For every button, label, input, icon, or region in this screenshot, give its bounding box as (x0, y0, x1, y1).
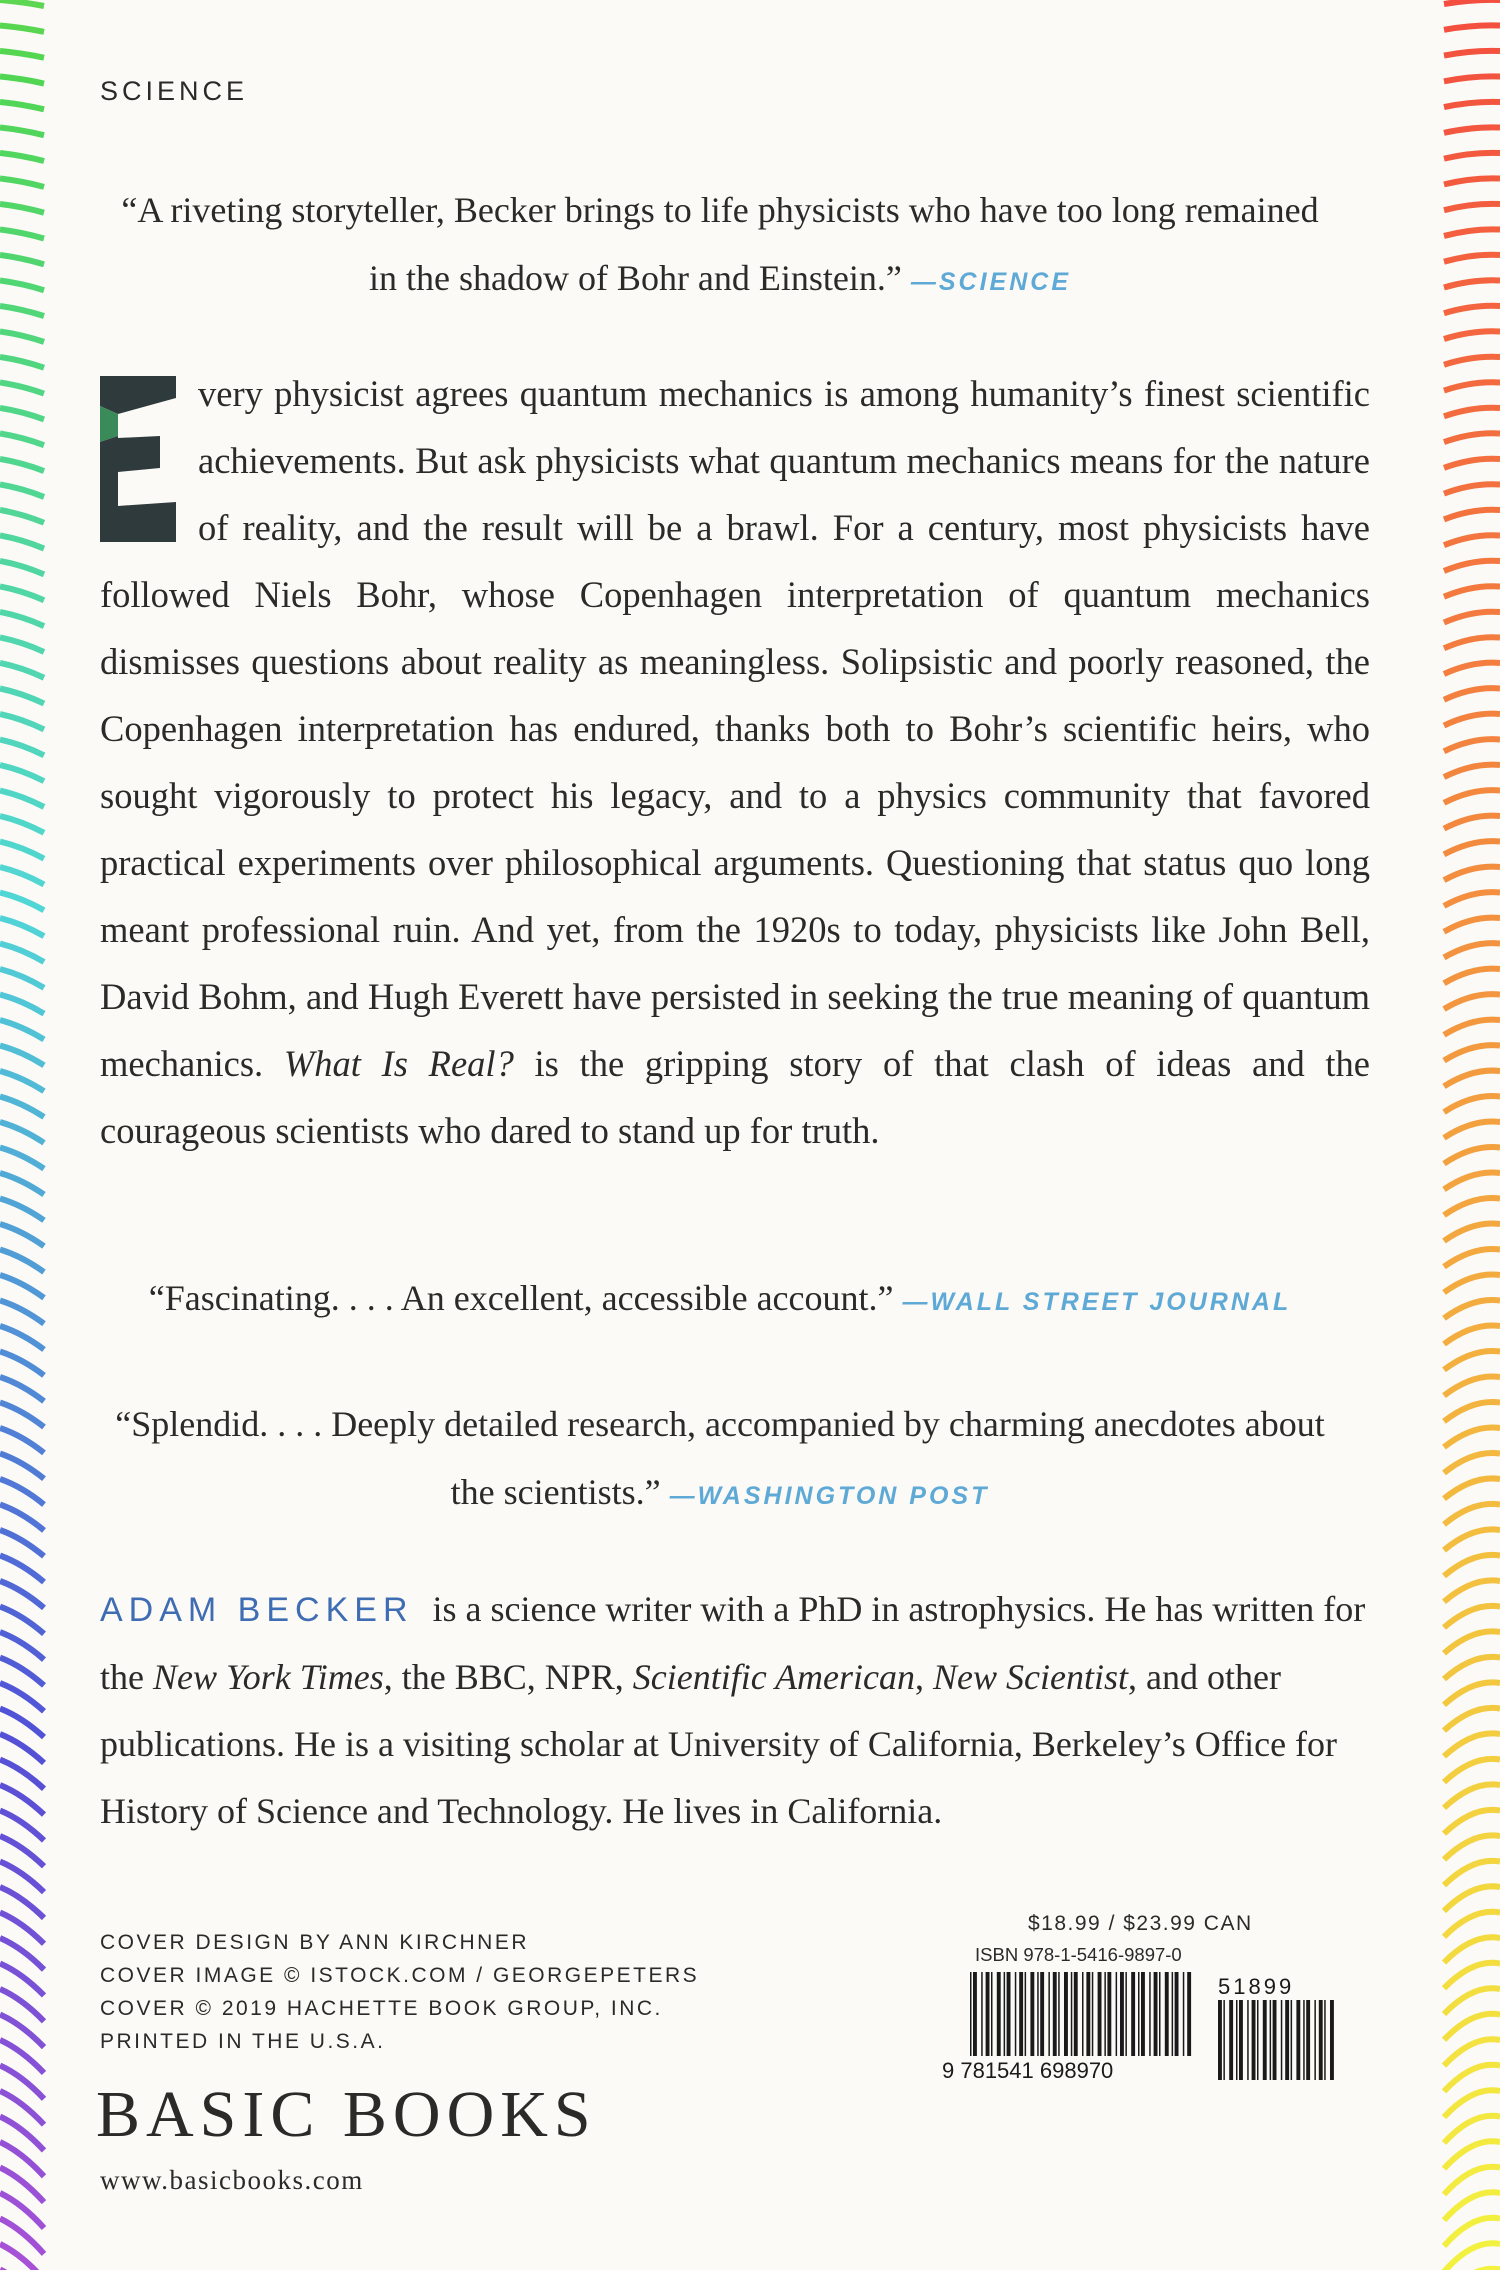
decorative-stripe (0, 1505, 44, 1531)
barcode-bar (1257, 2000, 1259, 2080)
publication-name: New York Times (152, 1657, 384, 1697)
decorative-stripe (1444, 510, 1500, 520)
barcode-bar (1138, 1972, 1140, 2056)
decorative-stripe (1444, 1810, 1500, 1834)
quote-text: “A riveting storyteller, Becker brings to life physicists who have too long remained in the shadow of Bohr and Einstein.” (121, 190, 1319, 298)
decorative-stripe (0, 434, 44, 446)
decorative-stripe (1444, 433, 1500, 442)
decorative-stripe (1444, 76, 1500, 81)
decorative-stripe (1444, 1835, 1500, 1859)
barcode-bar (1107, 1972, 1111, 2056)
cover-credits (100, 1926, 699, 2058)
decorative-stripe (0, 102, 44, 109)
review-quote-wsj (110, 1264, 1330, 1336)
barcode-bar (1053, 1972, 1057, 2056)
decorative-stripe (0, 1097, 44, 1117)
decorative-stripe (1444, 1606, 1500, 1628)
barcode-bar (1058, 1972, 1060, 2056)
barcode-bar (1218, 2000, 1222, 2080)
barcode-bar (1092, 1972, 1094, 2056)
decorative-stripe (0, 714, 44, 729)
book-description (100, 360, 1370, 1164)
barcode-bar (1330, 2000, 1334, 2080)
decorative-stripe (0, 1352, 44, 1376)
decorative-stripe (1444, 969, 1500, 984)
credit-line: COVER DESIGN BY ANN KIRCHNER (100, 1931, 530, 1954)
decorative-stripe (0, 1377, 44, 1401)
decorative-stripe (0, 1173, 44, 1195)
decorative-stripe (1444, 1682, 1500, 1704)
credit-line: COVER © 2019 HACHETTE BOOK GROUP, INC. (100, 1997, 663, 2020)
decorative-stripe (1444, 1453, 1500, 1473)
decorative-stripe (1444, 459, 1500, 468)
price-label: $18.99 / $23.99 CAN (1028, 1912, 1253, 1935)
decorative-stripe (1444, 1376, 1500, 1395)
credit-line: PRINTED IN THE U.S.A. (100, 2030, 386, 2053)
decorative-stripe (1444, 1020, 1500, 1035)
decorative-stripe (0, 1199, 44, 1221)
decorative-stripe (1444, 586, 1500, 596)
barcode-bar (1296, 2000, 1300, 2080)
decorative-stripe (0, 51, 44, 58)
decorative-stripe (0, 383, 44, 394)
right-edge-stripes (1418, 0, 1500, 2270)
category-label: SCIENCE (100, 76, 249, 106)
decorative-stripe (0, 1250, 44, 1273)
decorative-stripe (1444, 1988, 1500, 2014)
decorative-stripe (1444, 1071, 1500, 1087)
barcode-bar (1319, 2000, 1323, 2080)
decorative-stripe (0, 969, 44, 988)
decorative-stripe (1444, 229, 1500, 236)
decorative-stripe (1444, 2039, 1500, 2065)
decorative-stripe (0, 204, 44, 213)
barcode-bar (1025, 1972, 1027, 2056)
decorative-stripe (1444, 1427, 1500, 1447)
barcode-addon-digits: 51899 (1218, 1974, 1295, 1999)
barcode-bar (991, 1972, 993, 2056)
decorative-stripe (0, 918, 44, 936)
decorative-stripe (1444, 357, 1500, 365)
decorative-stripe (1444, 2014, 1500, 2040)
decorative-stripe (1444, 306, 1500, 313)
decorative-stripe (0, 26, 44, 32)
barcode-bar (1291, 2000, 1293, 2080)
decorative-stripe (1444, 637, 1500, 648)
drop-cap-e (100, 376, 176, 542)
decorative-stripe (1444, 153, 1500, 159)
decorative-stripe (0, 1683, 44, 1711)
decorative-stripe (1444, 1529, 1500, 1550)
barcode-bar (1273, 2000, 1277, 2080)
decorative-stripe (1444, 1096, 1500, 1112)
isbn-label: ISBN 978-1-5416-9897-0 (975, 1944, 1182, 1965)
decorative-stripe (1444, 1351, 1500, 1370)
decorative-stripe (1444, 1657, 1500, 1679)
author-name: ADAM BECKER (100, 1591, 414, 1629)
decorative-stripe (1444, 1224, 1500, 1241)
barcode-bar (1048, 1972, 1050, 2056)
barcode-bar (1019, 1972, 1023, 2056)
decorative-stripe (1444, 102, 1500, 107)
author-bio (100, 1576, 1370, 1845)
review-quote-washington-post (110, 1390, 1330, 1530)
decorative-stripe (0, 842, 44, 859)
decorative-stripe (1444, 816, 1500, 829)
decorative-stripe (0, 1709, 44, 1738)
decorative-stripe (0, 510, 44, 523)
barcode-bar (1324, 2000, 1326, 2080)
barcode-bar (1314, 2000, 1316, 2080)
decorative-stripe (1444, 1173, 1500, 1190)
decorative-stripe (0, 153, 44, 161)
barcode-bar (973, 1972, 977, 2056)
decorative-stripe (1444, 994, 1500, 1009)
decorative-stripe (0, 663, 44, 678)
barcode (940, 1970, 1340, 2082)
decorative-stripe (1444, 1580, 1500, 1601)
decorative-stripe (1444, 918, 1500, 932)
decorative-stripe (0, 332, 44, 342)
decorative-stripe (0, 740, 44, 756)
decorative-stripe (1444, 892, 1500, 906)
decorative-stripe (0, 689, 44, 704)
bio-text: , and other publications. He is a visiting scholar at University of California, Berkeley’s Office for History of Science and Technology. He lives in California. (100, 1657, 1338, 1831)
decorative-stripe (0, 1326, 44, 1350)
decorative-stripe (1444, 1963, 1500, 1988)
decorative-stripe (1444, 1555, 1500, 1576)
barcode-bar (1154, 1972, 1158, 2056)
barcode-bar (1252, 2000, 1256, 2080)
decorative-stripe (0, 1530, 44, 1556)
decorative-stripe (1444, 535, 1500, 545)
decorative-stripe (0, 306, 44, 316)
decorative-stripe (1444, 25, 1500, 29)
barcode-bar (1247, 2000, 1249, 2080)
decorative-stripe (1444, 1912, 1500, 1937)
decorative-stripe (1444, 561, 1500, 571)
barcode-bar (1015, 1972, 1017, 2056)
decorative-stripe (1444, 484, 1500, 493)
decorative-stripe (0, 791, 44, 807)
barcode-bar (1285, 2000, 1289, 2080)
decorative-stripe (0, 1301, 44, 1324)
barcode-bar (1223, 2000, 1225, 2080)
barcode-bar (1281, 2000, 1283, 2080)
decorative-stripe (0, 587, 44, 601)
decorative-stripe (1444, 1861, 1500, 1885)
decorative-stripe (0, 1479, 44, 1505)
decorative-stripe (0, 281, 44, 291)
decorative-stripe (1444, 943, 1500, 957)
decorative-stripe (0, 995, 44, 1014)
barcode-bar (1120, 1972, 1124, 2056)
barcode-bar (997, 1972, 1001, 2056)
decorative-stripe (0, 230, 44, 239)
decorative-stripe (0, 1403, 44, 1428)
decorative-stripe (1444, 1275, 1500, 1293)
decorative-stripe (0, 944, 44, 962)
barcode-bar (1082, 1972, 1084, 2056)
decorative-stripe (0, 638, 44, 652)
barcode-bar (1064, 1972, 1068, 2056)
decorative-stripe (0, 1071, 44, 1091)
decorative-stripe (1444, 1759, 1500, 1782)
decorative-stripe (0, 1046, 44, 1066)
decorative-stripe (0, 357, 44, 368)
barcode-bar (1165, 1972, 1169, 2056)
decorative-stripe (1444, 1784, 1500, 1808)
decorative-stripe (1444, 790, 1500, 803)
barcode-bar (1159, 1972, 1161, 2056)
barcode-bar (1236, 2000, 1238, 2080)
decorative-stripe (1444, 0, 1500, 4)
book-title: What Is Real? (283, 1043, 514, 1084)
barcode-bar (1098, 1972, 1102, 2056)
barcode-bar (1183, 1972, 1185, 2056)
decorative-stripe (0, 561, 44, 574)
decorative-stripe (0, 128, 44, 136)
decorative-stripe (1444, 867, 1500, 881)
decorative-stripe (0, 0, 44, 6)
decorative-stripe (1444, 1198, 1500, 1215)
decorative-stripe (1444, 331, 1500, 339)
barcode-bar (1037, 1972, 1039, 2056)
decorative-stripe (1444, 255, 1500, 262)
decorative-stripe (0, 1658, 44, 1686)
decorative-stripe (1444, 1478, 1500, 1498)
decorative-stripe (1444, 1325, 1500, 1344)
barcode-bar (1187, 1972, 1191, 2056)
decorative-stripe (1444, 1147, 1500, 1164)
barcode-bar (1263, 2000, 1267, 2080)
decorative-stripe (0, 179, 44, 187)
bio-text: is a science writer with a PhD in astrophysics. He has written for the (100, 1589, 1366, 1697)
left-edge-stripes (0, 0, 72, 2270)
barcode-bar (1306, 2000, 1310, 2080)
barcode-bar (981, 1972, 983, 2056)
barcode-bar (1104, 1972, 1106, 2056)
barcode-bar (1004, 1972, 1006, 2056)
decorative-stripe (1444, 280, 1500, 287)
decorative-stripe (0, 765, 44, 781)
decorative-stripe (1444, 1886, 1500, 1911)
decorative-stripe (1444, 1122, 1500, 1138)
decorative-stripe (0, 1454, 44, 1479)
barcode-bar (1116, 1972, 1118, 2056)
decorative-stripe (0, 536, 44, 549)
barcode-bar (1141, 1972, 1145, 2056)
quote-attribution: —SCIENCE (910, 268, 1072, 296)
barcode-bar (1030, 1972, 1034, 2056)
decorative-stripe (0, 408, 44, 419)
credit-line: COVER IMAGE © ISTOCK.COM / GEORGEPETERS (100, 1964, 700, 1987)
barcode-bar (1175, 1972, 1179, 2056)
decorative-stripe (1444, 765, 1500, 777)
barcode-bar (1040, 1972, 1044, 2056)
barcode-bar (1071, 1972, 1073, 2056)
barcode-bar (1239, 2000, 1243, 2080)
barcode-bar (1229, 2000, 1233, 2080)
barcode-bar (1270, 2000, 1272, 2080)
quote-text: “Splendid. . . . Deeply detailed research, accompanied by charming anecdotes about the scientists.” (115, 1404, 1325, 1512)
decorative-stripe (1444, 51, 1500, 56)
quote-attribution: —WASHINGTON POST (669, 1482, 990, 1510)
decorative-stripe (1444, 688, 1500, 700)
barcode-bar (1172, 1972, 1174, 2056)
decorative-stripe (1444, 178, 1500, 184)
barcode-bar (1303, 2000, 1305, 2080)
decorative-stripe (1444, 408, 1500, 417)
publication-name: New Scientist (933, 1657, 1129, 1697)
bio-text: , (915, 1657, 934, 1697)
decorative-stripe (0, 1148, 44, 1169)
decorative-stripe (0, 816, 44, 833)
review-quote-science (110, 176, 1330, 316)
decorative-stripe (1444, 1249, 1500, 1267)
barcode-bar (986, 1972, 990, 2056)
barcode-digits: 9 781541 698970 (942, 2058, 1114, 2082)
barcode-bar (970, 1972, 972, 2056)
decorative-stripe (1444, 739, 1500, 751)
decorative-stripe (1444, 204, 1500, 210)
decorative-stripe (0, 1607, 44, 1634)
decorative-stripe (0, 1275, 44, 1298)
publisher-website: www.basicbooks.com (100, 2165, 364, 2195)
description-text: very physicist agrees quantum mechanics is among humanity’s finest scientific achievements. But ask physicists what quantum mechanics means for the nature of reality, and the result will be a brawl. For a century, most physicists have followed Niels Bohr, whose Copenhagen interpretation of quantum mechanics dismisses questions about reality as meaningless. Solipsistic and poorly reasoned, the Copenhagen interpretation has endured, thanks both to Bohr’s scientific heirs, who sought vigorously to protect his legacy, and to a physics community that favored practical experiments over philosophical arguments. Questioning that status quo long meant professional ruin. And yet, from the 1920s to today, physicists like John Bell, David Bohm, and Hugh Everett have persisted in seeking the true meaning of quantum mechanics. (100, 373, 1370, 1084)
decorative-stripe (0, 485, 44, 497)
decorative-stripe (0, 1428, 44, 1453)
barcode-bar (1086, 1972, 1090, 2056)
decorative-stripe (0, 893, 44, 911)
decorative-stripe (1444, 663, 1500, 674)
decorative-stripe (0, 867, 44, 884)
decorative-stripe (0, 1581, 44, 1608)
barcode-bar (1125, 1972, 1127, 2056)
decorative-stripe (0, 77, 44, 84)
decorative-stripe (1444, 714, 1500, 726)
barcode-bar (1074, 1972, 1078, 2056)
decorative-stripe (1444, 127, 1500, 133)
decorative-stripe (1444, 382, 1500, 390)
publication-name: Scientific American (632, 1657, 916, 1697)
quote-attribution: —WALL STREET JOURNAL (902, 1288, 1292, 1316)
quote-text: “Fascinating. . . . An excellent, accessible account.” (148, 1278, 894, 1318)
decorative-stripe (1444, 1937, 1500, 1962)
decorative-stripe (0, 255, 44, 264)
decorative-stripe (0, 1760, 44, 1789)
decorative-stripe (1444, 1300, 1500, 1318)
decorative-stripe (0, 1734, 44, 1763)
decorative-stripe (0, 1224, 44, 1246)
decorative-stripe (0, 1020, 44, 1039)
description-text-end: is the gripping story of that clash of ideas and the courageous scientists who dared to stand up for truth. (100, 1043, 1370, 1151)
publisher-name: BASIC BOOKS (96, 2078, 597, 2151)
decorative-stripe (1444, 1045, 1500, 1060)
decorative-stripe (0, 1122, 44, 1143)
decorative-stripe (1444, 1504, 1500, 1524)
decorative-stripe (0, 1632, 44, 1660)
decorative-stripe (0, 612, 44, 626)
bio-text: , the BBC, NPR, (383, 1657, 633, 1697)
decorative-stripe (1444, 612, 1500, 623)
decorative-stripe (1444, 1733, 1500, 1756)
barcode-bar (1131, 1972, 1135, 2056)
decorative-stripe (1444, 841, 1500, 854)
decorative-stripe (1444, 1402, 1500, 1421)
decorative-stripe (1444, 1631, 1500, 1653)
barcode-bar (1149, 1972, 1151, 2056)
decorative-stripe (0, 1556, 44, 1583)
decorative-stripe (0, 459, 44, 471)
decorative-stripe (1444, 1708, 1500, 1731)
barcode-bar (1007, 1972, 1011, 2056)
